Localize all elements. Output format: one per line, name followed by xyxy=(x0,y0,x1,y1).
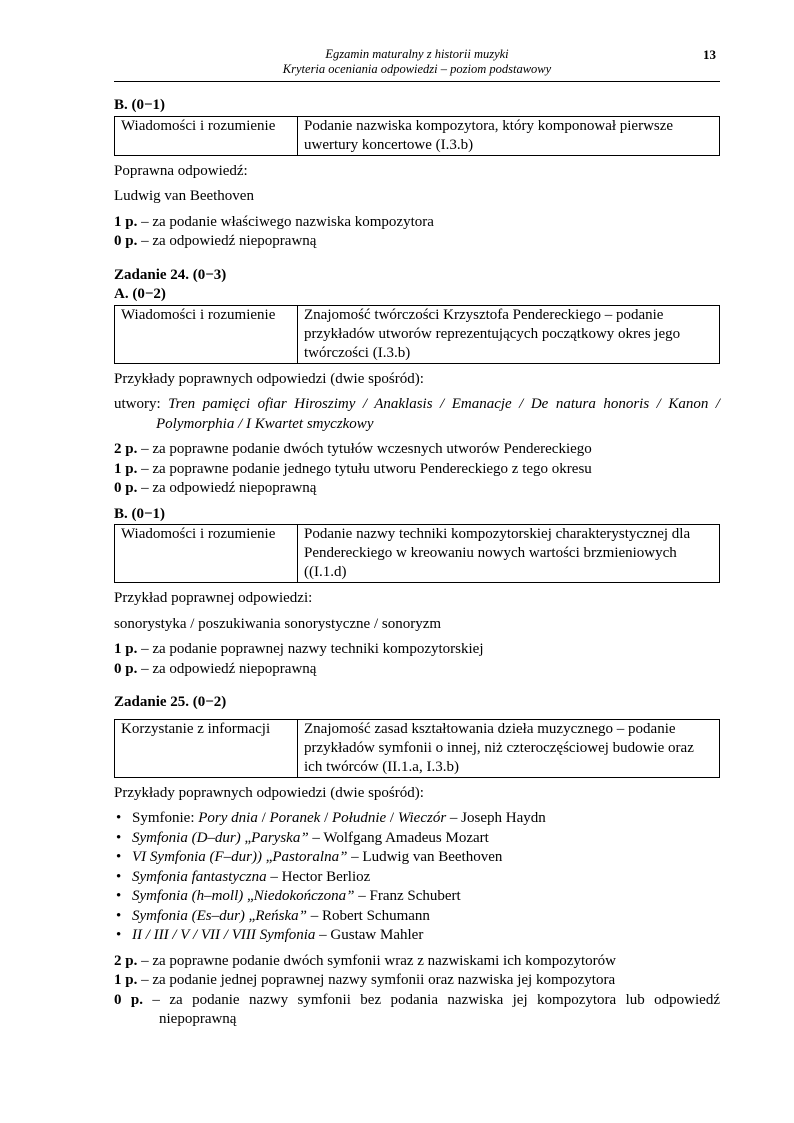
list-item xyxy=(114,907,720,927)
item-italic: Symfonia (D–dur) xyxy=(132,829,241,846)
task-24b-heading: B. (0−1) xyxy=(114,505,166,522)
item-text: / xyxy=(386,810,398,826)
item-composer: – Gustaw Mahler xyxy=(315,927,424,943)
points: 0 p. xyxy=(114,480,138,496)
item-text: Symfonie: xyxy=(132,810,199,826)
item-italic: Południe xyxy=(332,810,387,826)
task-24a-score-0 xyxy=(114,479,720,499)
list-item xyxy=(114,926,720,946)
task-24b-score-1 xyxy=(114,640,720,660)
item-italic: Pastoralna” xyxy=(272,849,348,865)
score-text: – za podanie jednej poprawnej nazwy symfonii oraz nazwiska jej kompozytora xyxy=(137,972,616,988)
task-24-heading: Zadanie 24. (0−3) xyxy=(114,266,227,283)
task-25-heading: Zadanie 25. (0−2) xyxy=(114,694,227,710)
points: 1 p. xyxy=(114,972,138,988)
list-item xyxy=(114,887,720,907)
score-text: – za poprawne podanie dwóch tytułów wczesnych utworów Pendereckiego xyxy=(137,441,592,457)
b1-heading: B. (0−1) xyxy=(114,97,166,113)
task-24b-requirement: Wiadomości i rozumienie xyxy=(115,525,298,583)
item-text: „ xyxy=(261,849,273,865)
b1-description: Podanie nazwiska kompozytora, który komponował pierwsze uwertury koncertowe (I.3.b) xyxy=(298,116,720,155)
task-24a-score-1 xyxy=(114,460,720,480)
task-25-score-2 xyxy=(114,952,720,972)
item-composer: – Robert Schumann xyxy=(307,907,430,924)
page-header xyxy=(114,47,720,82)
item-italic: VI Symfonia (F–dur)) xyxy=(132,849,262,865)
header-exam-title: Egzamin maturalny z historii muzyki xyxy=(325,47,509,61)
works-list: Tren pamięci ofiar Hiroszimy / Anaklasis / Emanacje / De natura honoris / Kanon / Polymorphia / I Kwartet smyczkowy xyxy=(156,396,720,432)
task-25-description: Znajomość zasad kształtowania dzieła muzycznego – podanie przykładów symfonii o innej, niż czteroczęściowej budowie oraz ich twórców (II.1.a, I.3.b) xyxy=(298,719,720,777)
score-text: – za podanie poprawnej nazwy techniki kompozytorskiej xyxy=(137,641,484,657)
task-24a-examples-label: Przykłady poprawnych odpowiedzi (dwie spośród): xyxy=(114,370,424,387)
task-24a-description: Znajomość twórczości Krzysztofa Pendereckiego – podanie przykładów utworów reprezentujących początkowy okres jego twórczości (I.3.b) xyxy=(298,305,720,363)
task-24a-requirement: Wiadomości i rozumienie xyxy=(115,305,298,363)
works-prefix: utwory: xyxy=(114,396,169,412)
task-24a-criteria-table xyxy=(114,305,720,364)
score-text: – za podanie właściwego nazwiska kompozytora xyxy=(137,213,434,230)
b1-requirement: Wiadomości i rozumienie xyxy=(115,116,298,155)
task-24a-works xyxy=(114,395,720,434)
item-italic: II / III / V / VII / VIII Symfonia xyxy=(132,927,316,943)
points: 0 p. xyxy=(114,660,138,677)
points: 0 p. xyxy=(114,233,138,249)
item-italic: Niedokończona” xyxy=(253,888,355,904)
list-item xyxy=(114,868,720,888)
points: 1 p. xyxy=(114,213,138,230)
points: 1 p. xyxy=(114,460,138,477)
points: 2 p. xyxy=(114,441,138,457)
item-italic: Poranek xyxy=(269,810,321,826)
b1-answer: Ludwig van Beethoven xyxy=(114,188,254,204)
list-item xyxy=(114,809,720,829)
task-24b-criteria-table xyxy=(114,524,720,583)
list-item xyxy=(114,848,720,868)
task-24a-heading: A. (0−2) xyxy=(114,286,166,302)
item-text: „ xyxy=(244,907,256,924)
item-italic: Symfonia fantastyczna xyxy=(132,868,267,885)
task-25-examples-label: Przykłady poprawnych odpowiedzi (dwie spośród): xyxy=(114,784,424,801)
score-text: – za podanie nazwy symfonii bez podania nazwiska jej kompozytora lub odpowiedź niepoprawną xyxy=(143,991,721,1027)
task-24b-score-0 xyxy=(114,660,720,680)
b1-criteria-table xyxy=(114,116,720,156)
task-24a-score-2 xyxy=(114,440,720,460)
item-composer: – Hector Berlioz xyxy=(266,868,371,885)
score-text: – za odpowiedź niepoprawną xyxy=(137,233,317,249)
task-25-requirement: Korzystanie z informacji xyxy=(115,719,298,777)
item-italic: Wieczór xyxy=(397,810,447,826)
item-composer: – Ludwig van Beethoven xyxy=(347,849,503,865)
page-number: 13 xyxy=(703,47,716,62)
item-text: „ xyxy=(243,888,254,904)
points: 1 p. xyxy=(114,641,138,657)
score-text: – za poprawne podanie jednego tytułu utworu Pendereckiego z tego okresu xyxy=(137,460,592,477)
task-25-score-0 xyxy=(114,991,720,1030)
list-item xyxy=(114,829,720,849)
item-composer: – Joseph Haydn xyxy=(446,810,546,826)
symphony-list xyxy=(114,809,720,946)
b1-score-0 xyxy=(114,232,720,252)
score-text: – za odpowiedź niepoprawną xyxy=(137,660,317,677)
b1-score-1 xyxy=(114,213,720,233)
points: 0 p. xyxy=(114,991,144,1008)
item-italic: Pory dnia xyxy=(198,810,258,826)
b1-answer-label: Poprawna odpowiedź: xyxy=(114,162,248,179)
item-text: „ xyxy=(240,829,252,846)
item-composer: – Franz Schubert xyxy=(354,888,461,904)
item-composer: – Wolfgang Amadeus Mozart xyxy=(308,829,489,846)
points: 2 p. xyxy=(114,952,138,969)
task-24b-description: Podanie nazwy techniki kompozytorskiej charakterystycznej dla Pendereckiego w kreowaniu nowych wartości brzmieniowych ((I.1.d) xyxy=(298,525,720,583)
score-text: – za odpowiedź niepoprawną xyxy=(137,480,317,496)
item-text: / xyxy=(257,810,270,826)
item-italic: Symfonia (Es–dur) xyxy=(132,907,245,924)
score-text: – za poprawne podanie dwóch symfonii wraz z nazwiskami ich kompozytorów xyxy=(137,952,616,969)
item-italic: Paryska” xyxy=(251,829,309,846)
page-content xyxy=(114,96,720,1030)
item-text: / xyxy=(320,810,332,826)
header-criteria-title: Kryteria oceniania odpowiedzi – poziom podstawowy xyxy=(282,62,552,76)
task-24b-example-label: Przykład poprawnej odpowiedzi: xyxy=(114,590,313,606)
item-italic: Reńska” xyxy=(255,907,307,924)
task-24b-example: sonorystyka / poszukiwania sonorystyczne / sonoryzm xyxy=(114,615,442,632)
task-25-criteria-table xyxy=(114,719,720,778)
task-25-score-1 xyxy=(114,971,720,991)
item-italic: Symfonia (h–moll) xyxy=(132,888,244,904)
